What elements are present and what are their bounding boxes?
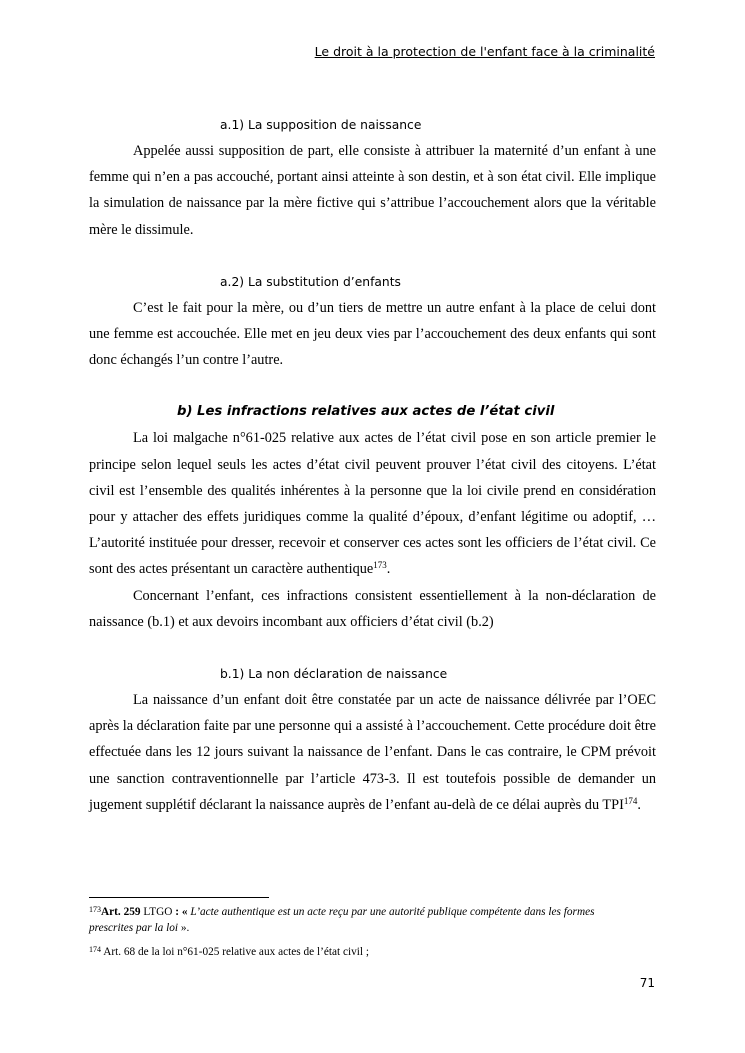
footnote-173-quote-open: : «	[175, 906, 191, 918]
main-text	[89, 112, 656, 818]
footnote-173-text: L’acte authentique est un acte reçu par une autorité publique compétente dans les formes prescrites par la loi	[89, 906, 595, 934]
page-number: 71	[639, 976, 655, 990]
paragraph-b-1-text: La loi malgache n°61-025 relative aux actes de l’état civil pose en son article premier le principe selon lequel seuls les actes d’état civil peuvent prouver l’état civil des citoyens. L’état civil est l’ensemble des qualités inhérentes à la personne que la loi civile prend en considération pour y attacher des effets juridiques comme la qualité d’époux, d’enfant légitime ou adoptif, …L’autorité instituée pour dresser, recevoir et conserver ces actes sont les officiers de l’état civil. Ce sont des actes présentant un caractère authentique	[89, 430, 656, 578]
footnote-separator	[89, 897, 269, 898]
footnote-174	[89, 944, 641, 960]
footnote-173-quote-close: ».	[178, 922, 190, 934]
paragraph-b-1	[89, 425, 656, 582]
paragraph-b-1-end: .	[386, 561, 391, 578]
paragraph-b1-text: La naissance d’un enfant doit être constatée par un acte de naissance délivrée par l’OEC après la déclaration faite par une personne qui a assisté à l’accouchement. Cette procédure doit être effectuée dans les 12 jours suivant la naissance de l’enfant. Dans le cas contraire, le CPM prévoit une sanction contraventionnelle par l’article 473-3. Il est toutefois possible de demander un jugement supplétif déclarant la naissance auprès de l’enfant au-delà de ce délai auprès du TPI	[89, 692, 656, 813]
subheading-a1: a.1) La supposition de naissance	[220, 118, 422, 132]
paragraph-a1: Appelée aussi supposition de part, elle consiste à attribuer la maternité d’un enfant à une femme qui n’en a pas accouché, portant ainsi atteinte à son destin, et à son état civil. Elle implique la simulation de naissance par la mère fictive qui s’attribue l’accouchement alors que la véritable mère le dissimule.	[89, 143, 656, 238]
paragraph-b-2: Concernant l’enfant, ces infractions consistent essentiellement à la non-déclaration de naissance (b.1) et aux devoirs incombant aux officiers d’état civil (b.2)	[89, 587, 656, 630]
footnote-174-number: 174	[89, 945, 101, 954]
footnotes	[89, 904, 641, 968]
footnote-173-article: Art. 259	[101, 906, 141, 918]
footnote-173-source: LTGO	[140, 906, 176, 918]
footnote-174-text: Art. 68 de la loi n°61-025 relative aux actes de l’état civil ;	[101, 946, 370, 958]
paragraph-b1	[89, 687, 656, 818]
footnote-173	[89, 904, 641, 936]
subheading-a2: a.2) La substitution d’enfants	[220, 274, 401, 289]
running-header: Le droit à la protection de l'enfant face à la criminalité	[314, 44, 655, 59]
footnote-ref-173[interactable]: 173	[373, 560, 387, 571]
footnote-ref-174[interactable]: 174	[623, 795, 638, 806]
footnote-173-number: 173	[89, 905, 101, 914]
subheading-b1: b.1) La non déclaration de naissance	[220, 667, 448, 682]
section-heading-b: b) Les infractions relatives aux actes de l’état civil	[177, 404, 555, 420]
paragraph-a2: C’est le fait pour la mère, ou d’un tiers de mettre un autre enfant à la place de celui dont une femme est accouchée. Elle met en jeu deux vies par l’accouchement des deux enfants qui sont donc échangés l’un contre l’autre.	[89, 299, 656, 369]
paragraph-b1-end: .	[637, 796, 641, 813]
